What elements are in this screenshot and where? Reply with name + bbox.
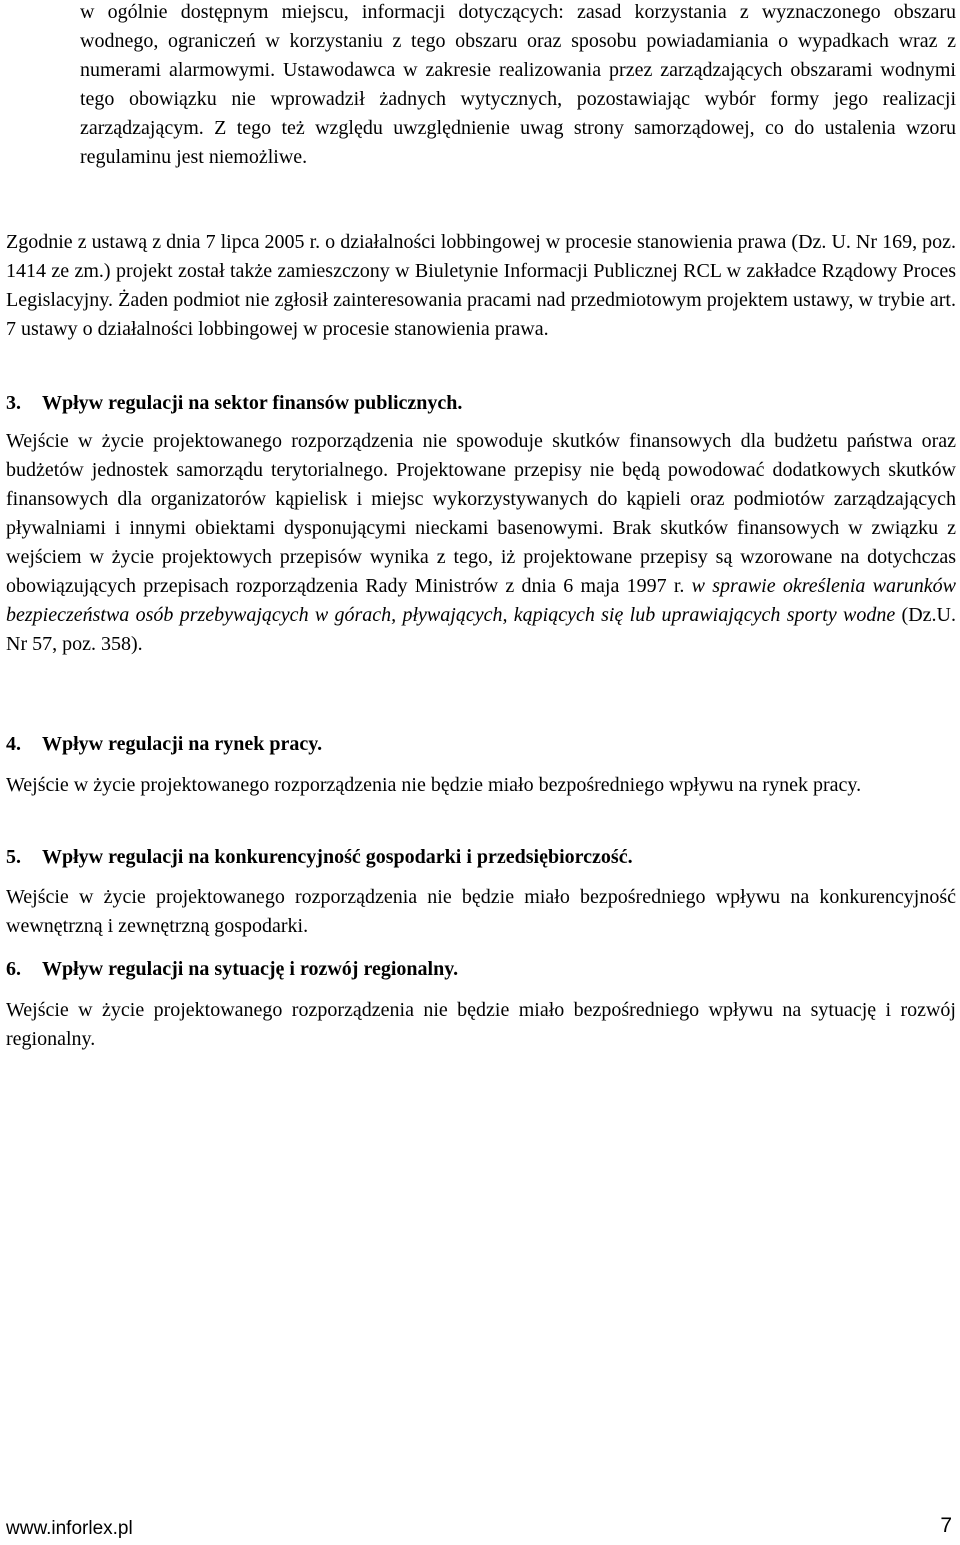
section-number: 6.: [6, 958, 21, 980]
section-body-6: Wejście w życie projektowanego rozporządzenia nie będzie miało bezpośredniego wpływu na sytuację i rozwój regionalny.: [6, 999, 956, 1050]
section-body-5: Wejście w życie projektowanego rozporządzenia nie będzie miało bezpośredniego wpływu na konkurencyjność wewnętrzną i zewnętrzną gospodarki.: [6, 886, 956, 937]
section-body-3: [6, 427, 956, 659]
section-number: 4.: [6, 733, 21, 755]
section-number: 5.: [6, 846, 21, 868]
page-number: 7: [940, 1514, 952, 1537]
section-body-citation: (Dz.U. Nr 57, poz. 358).: [6, 604, 956, 655]
section-number: 3.: [6, 392, 21, 414]
section-heading-5: [6, 843, 633, 872]
section-heading-6: [6, 955, 458, 984]
section-title: Wpływ regulacji na sytuację i rozwój regionalny.: [42, 958, 459, 980]
section-heading-3: [6, 389, 462, 418]
section-body-text: Wejście w życie projektowanego rozporządzenia nie spowoduje skutków finansowych dla budżetu państwa oraz budżetów jednostek samorządu terytorialnego. Projektowane przepisy nie będą powodować dodatkowych skutków finansowych dla organizatorów kąpielisk i miejsc wykorzystywanych do kąpieli oraz podmiotów zarządzających pływalniami i innymi obiektami dysponującymi nieckami basenowymi. Brak skutków finansowych w związku z wejściem w życie projektowych przepisów wynika z tego, iż projektowane przepisy są wzorowane na dotychczas obowiązujących przepisach rozporządzenia Rady Ministrów z dnia 6 maja 1997 r.: [6, 430, 956, 597]
paragraph-water-area-rules: w ogólnie dostępnym miejscu, informacji dotyczących: zasad korzystania z wyznaczonego obszaru wodnego, ograniczeń w korzystaniu z tego obszaru oraz sposobu powiadamiania o wypadkach wraz z numerami alarmowymi. Ustawodawca w zakresie realizowania przez zarządzających obszarami wodnymi tego obowiązku nie wprowadził żadnych wytycznych, pozostawiając wybór formy jego realizacji zarządzającym. Z tego też względu uwzględnienie uwag strony samorządowej, co do ustalenia wzoru regulaminu jest niemożliwe.: [80, 1, 956, 168]
regulation-title-italic: w sprawie określenia warunków bezpieczeństwa osób przebywających w górach, pływających, kąpiących się lub uprawiających sporty wodne: [6, 575, 956, 626]
section-heading-4: [6, 730, 322, 759]
section-title: Wpływ regulacji na sektor finansów publicznych.: [42, 392, 463, 414]
footer-website-url: www.inforlex.pl: [6, 1518, 133, 1539]
section-title: Wpływ regulacji na rynek pracy.: [42, 733, 323, 755]
paragraph-lobbying: Zgodnie z ustawą z dnia 7 lipca 2005 r. o działalności lobbingowej w procesie stanowienia prawa (Dz. U. Nr 169, poz. 1414 ze zm.) projekt został także zamieszczony w Biuletynie Informacji Publicznej RCL w zakładce Rządowy Proces Legislacyjny. Żaden podmiot nie zgłosił zainteresowania pracami nad przedmiotowym projektem ustawy, w trybie art. 7 ustawy o działalności lobbingowej w procesie stanowienia prawa.: [6, 231, 956, 340]
section-body-4: Wejście w życie projektowanego rozporządzenia nie będzie miało bezpośredniego wpływu na rynek pracy.: [6, 774, 862, 796]
section-title: Wpływ regulacji na konkurencyjność gospodarki i przedsiębiorczość.: [42, 846, 633, 868]
